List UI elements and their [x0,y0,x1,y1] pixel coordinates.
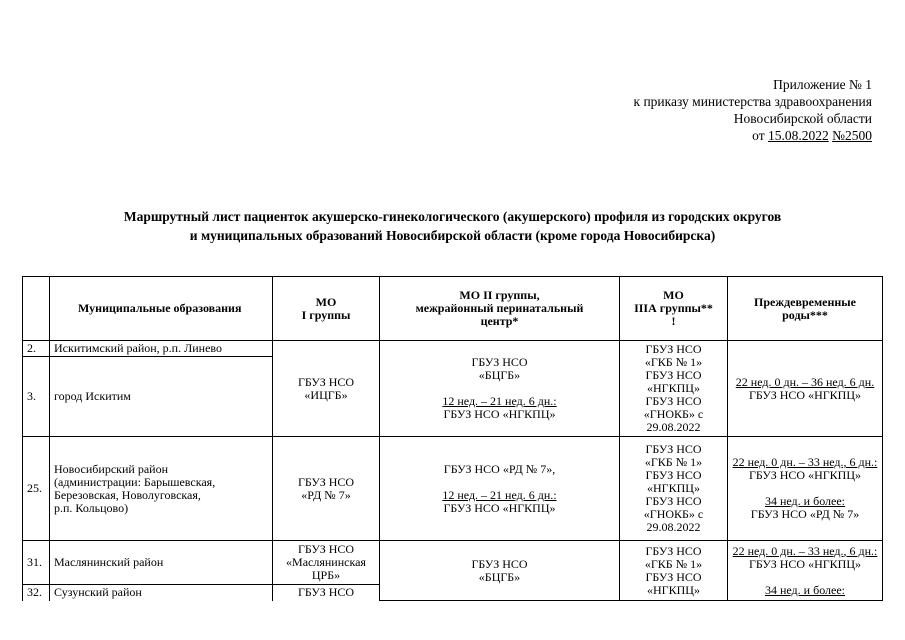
header-premature-line: роды*** [782,307,828,322]
row-number: 3. [23,357,50,437]
appendix-line-1: Приложение № 1 [773,77,872,92]
appendix-line-3: Новосибирской области [733,111,872,126]
document-title [0,207,905,245]
mo3-line: «ГКБ № 1» [644,556,703,571]
mo3-line: ГБУЗ НСО [645,368,702,382]
mo3-line: ГБУЗ НСО [645,569,702,584]
header-mo3-line: МО [663,288,684,302]
premature-period: 22 нед. 0 дн. – 33 нед., 6 дн.: [732,455,878,469]
mo2-line: ГБУЗ НСО [471,355,528,369]
appendix-block [634,76,872,144]
header-number [23,277,50,341]
header-mo1-line: I группы [301,307,351,322]
header-mo3 [620,277,728,341]
municipal-name: Маслянинский район [50,541,273,585]
municipal-name: город Искитим [50,357,273,437]
mo3-line: ГБУЗ НСО [645,442,702,456]
mo3-cell [620,437,728,541]
table-row [23,541,883,585]
order-number: №2500 [832,128,872,143]
municipal-name: Сузунский район [50,585,273,601]
mo3-line: ГБУЗ НСО [645,543,702,558]
premature-cell [728,341,883,437]
premature-line: ГБУЗ НСО «НГКПЦ» [748,387,862,402]
mo3-line: 29.08.2022 [646,420,701,434]
premature-period: 34 нед. и более: [764,582,846,597]
mo3-line: 29.08.2022 [646,520,701,534]
mo2-line: ГБУЗ НСО «НГКПЦ» [443,407,556,421]
mo2-line: «БЦГБ» [478,368,521,382]
mo2-cell [380,437,620,541]
mo3-line: «ГКБ № 1» [644,455,703,469]
premature-period: 22 нед. 0 дн. – 33 нед., 6 дн.: [732,543,878,558]
mo1-line: «Маслянинская [286,555,366,569]
premature-line: ГБУЗ НСО «НГКПЦ» [748,556,862,571]
mo1-cell: ГБУЗ НСО [273,585,380,601]
header-mo1 [273,277,380,341]
municipal-name-line: Новосибирский район [54,461,168,476]
mo2-line: ГБУЗ НСО «НГКПЦ» [443,500,556,515]
header-mo1-line: МО [315,294,337,309]
header-mo3-line: IIIА группы** [634,301,713,315]
mo2-period: 12 нед. – 21 нед. 6 дн.: [442,394,557,408]
municipal-name-line: (администрации: Барышевская, [54,474,216,489]
header-mo2-line: центр* [480,314,519,328]
mo3-cell [620,541,728,601]
mo3-line: «ГНОКБ» с [643,407,704,421]
row-number: 32. [23,585,50,601]
header-premature [728,277,883,341]
premature-cell [728,541,883,601]
row-number: 25. [23,437,50,541]
table-row [23,341,883,357]
mo3-line: ГБУЗ НСО [645,494,702,508]
mo1-cell [273,341,380,437]
mo1-cell [273,437,380,541]
row-number: 2. [23,341,50,357]
municipal-name-line: р.п. Кольцово) [54,500,129,515]
table-header-row [23,277,883,341]
date-prefix: от [752,128,765,143]
mo2-period: 12 нед. – 21 нед. 6 дн.: [442,487,557,502]
table-row [23,437,883,541]
appendix-line-2: к приказу министерства здравоохранения [633,94,872,109]
premature-cell [728,437,883,541]
order-date: 15.08.2022 [767,128,829,143]
mo3-line: «НГКПЦ» [647,481,700,495]
mo3-line: ГБУЗ НСО [645,468,702,482]
mo3-line: «НГКПЦ» [647,582,700,597]
mo3-cell [620,341,728,437]
mo1-cell [273,541,380,585]
mo1-line: ГБУЗ НСО [297,474,355,489]
mo2-line: «БЦГБ» [478,569,521,584]
premature-period: 22 нед. 0 дн. – 36 нед. 6 дн. [735,374,875,389]
mo2-line: ГБУЗ НСО «РД № 7», [443,461,556,476]
mo3-line: ГБУЗ НСО [645,394,702,408]
routing-table [22,276,883,601]
mo1-line: ЦРБ» [311,568,341,582]
mo1-line: «РД № 7» [301,487,351,502]
mo2-cell [380,541,620,601]
appendix-date-line [634,127,872,144]
header-mo3-line: ! [671,314,676,328]
header-mo2-line: МО II группы, [459,288,540,302]
mo1-line: «ИЦГБ» [304,387,348,402]
mo3-line: «ГКБ № 1» [644,355,703,369]
municipal-name: Искитимский район, р.п. Линево [50,341,273,357]
header-mo2-line: межрайонный перинатальный [415,301,584,315]
title-line-2: и муниципальных образований Новосибирской области (кроме города Новосибирска) [189,228,716,243]
mo1-line: ГБУЗ НСО [297,374,355,389]
mo1-line: ГБУЗ НСО [297,542,355,556]
header-municipal: Муниципальные образования [50,277,273,341]
mo3-line: ГБУЗ НСО [645,342,702,356]
municipal-name-line: Березовская, Новолуговская, [54,487,201,502]
header-premature-line: Преждевременные [754,294,856,309]
title-line-1: Маршрутный лист пациенток акушерско-гинекологического (акушерского) профиля из городских округов [123,209,782,224]
municipal-name [50,437,273,541]
mo2-cell [380,341,620,437]
mo3-line: «ГНОКБ» с [643,507,704,521]
header-mo2 [380,277,620,341]
row-number: 31. [23,541,50,585]
premature-period: 34 нед. и более: [764,494,846,508]
mo3-line: «НГКПЦ» [647,381,700,395]
premature-line: ГБУЗ НСО «НГКПЦ» [748,468,862,482]
premature-line: ГБУЗ НСО «РД № 7» [750,507,860,521]
mo2-line: ГБУЗ НСО [471,556,528,571]
